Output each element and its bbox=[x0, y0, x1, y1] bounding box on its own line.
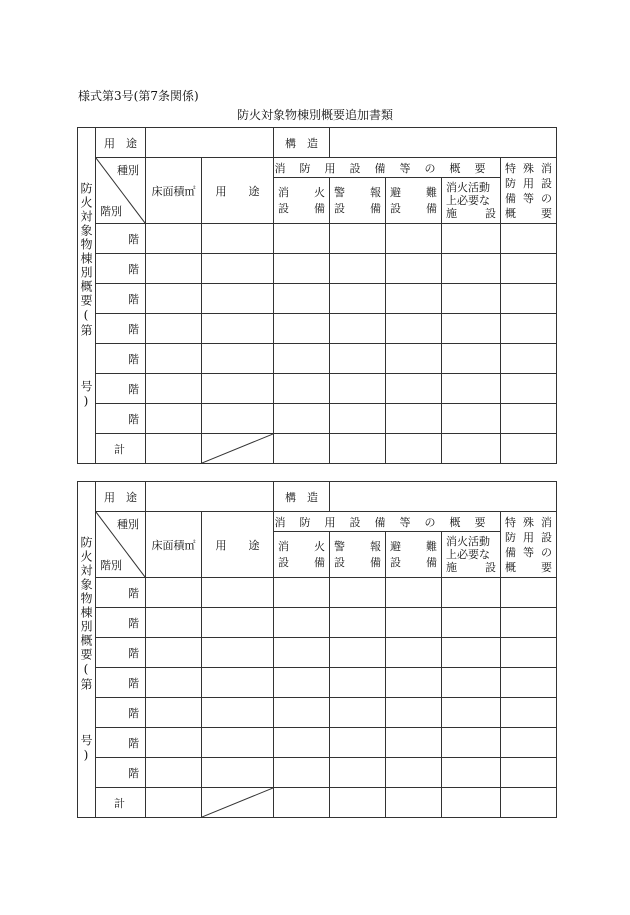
total-cell[interactable] bbox=[501, 434, 557, 464]
entry-cell[interactable] bbox=[274, 404, 330, 434]
equipment-header: 消防用設備等の概要 bbox=[274, 158, 501, 178]
entry-cell[interactable] bbox=[442, 698, 501, 728]
entry-cell[interactable] bbox=[501, 698, 557, 728]
entry-cell[interactable] bbox=[202, 374, 274, 404]
entry-cell[interactable] bbox=[274, 728, 330, 758]
entry-cell[interactable] bbox=[386, 224, 442, 254]
type-floor-diagonal-cell bbox=[96, 158, 146, 224]
entry-cell[interactable] bbox=[501, 224, 557, 254]
floor-label: 階 bbox=[96, 404, 146, 434]
entry-cell[interactable] bbox=[330, 344, 386, 374]
entry-cell[interactable] bbox=[386, 284, 442, 314]
entry-cell[interactable] bbox=[274, 314, 330, 344]
usage-value-cell[interactable] bbox=[146, 482, 274, 512]
entry-cell[interactable] bbox=[442, 284, 501, 314]
entry-cell[interactable] bbox=[330, 728, 386, 758]
entry-cell[interactable] bbox=[386, 698, 442, 728]
special-equipment-text: 特 殊 消 防 用 設 備 等 の 概 要 bbox=[505, 515, 552, 574]
entry-cell[interactable] bbox=[501, 728, 557, 758]
total-use-slashed-cell bbox=[202, 788, 274, 818]
side-label-text: 防火対象物棟別概要(第 号) bbox=[79, 535, 93, 764]
entry-cell[interactable] bbox=[330, 254, 386, 284]
entry-cell[interactable] bbox=[274, 254, 330, 284]
entry-cell[interactable] bbox=[146, 638, 202, 668]
entry-cell[interactable] bbox=[202, 254, 274, 284]
floor-label: 階 bbox=[96, 638, 146, 668]
floor-label: 階 bbox=[96, 344, 146, 374]
floor-label: 階 bbox=[96, 314, 146, 344]
entry-cell[interactable] bbox=[442, 374, 501, 404]
total-cell[interactable] bbox=[386, 434, 442, 464]
entry-cell[interactable] bbox=[274, 758, 330, 788]
total-cell[interactable] bbox=[501, 788, 557, 818]
entry-cell[interactable] bbox=[202, 758, 274, 788]
entry-cell[interactable] bbox=[442, 728, 501, 758]
entry-cell[interactable] bbox=[501, 374, 557, 404]
use-column-label: 用 途 bbox=[202, 158, 274, 224]
structure-label: 構 造 bbox=[274, 482, 330, 512]
floor-label: 階 bbox=[96, 578, 146, 608]
usage-label: 用 途 bbox=[96, 482, 146, 512]
entry-cell[interactable] bbox=[386, 578, 442, 608]
type-label: 種別 bbox=[117, 164, 139, 177]
slash-line bbox=[202, 788, 273, 817]
floor-label: 階 bbox=[96, 758, 146, 788]
entry-cell[interactable] bbox=[330, 404, 386, 434]
floor-label: 階 bbox=[96, 668, 146, 698]
entry-cell[interactable] bbox=[274, 224, 330, 254]
floor-area-label: 床面積㎡ bbox=[146, 158, 202, 224]
page-title: 防火対象物棟別概要追加書類 bbox=[237, 108, 394, 122]
entry-cell[interactable] bbox=[330, 314, 386, 344]
entry-cell[interactable] bbox=[386, 638, 442, 668]
entry-cell[interactable] bbox=[442, 758, 501, 788]
entry-cell[interactable] bbox=[274, 638, 330, 668]
total-label: 計 bbox=[96, 434, 146, 464]
entry-cell[interactable] bbox=[386, 314, 442, 344]
slash-line bbox=[202, 434, 273, 463]
entry-cell[interactable] bbox=[330, 758, 386, 788]
entry-cell[interactable] bbox=[146, 374, 202, 404]
entry-cell[interactable] bbox=[442, 608, 501, 638]
total-cell[interactable] bbox=[442, 434, 501, 464]
entry-cell[interactable] bbox=[386, 344, 442, 374]
entry-cell[interactable] bbox=[442, 224, 501, 254]
type-floor-diagonal-cell bbox=[96, 512, 146, 578]
floor-label: 階 bbox=[96, 608, 146, 638]
entry-cell[interactable] bbox=[501, 608, 557, 638]
entry-cell[interactable] bbox=[386, 374, 442, 404]
entry-cell[interactable] bbox=[146, 314, 202, 344]
use-column-label: 用 途 bbox=[202, 512, 274, 578]
floor-level-label: 階別 bbox=[100, 205, 122, 218]
entry-cell[interactable] bbox=[386, 608, 442, 638]
side-label bbox=[78, 482, 96, 818]
entry-cell[interactable] bbox=[274, 698, 330, 728]
alarm-equipment-label: 警 報 設 備 bbox=[330, 532, 386, 578]
entry-cell[interactable] bbox=[330, 608, 386, 638]
entry-cell[interactable] bbox=[274, 608, 330, 638]
entry-cell[interactable] bbox=[501, 578, 557, 608]
floor-label: 階 bbox=[96, 728, 146, 758]
entry-cell[interactable] bbox=[202, 728, 274, 758]
floor-label: 階 bbox=[96, 254, 146, 284]
entry-cell[interactable] bbox=[202, 638, 274, 668]
total-cell[interactable] bbox=[442, 788, 501, 818]
entry-cell[interactable] bbox=[330, 638, 386, 668]
form-number: 様式第3号(第7条関係) bbox=[78, 89, 199, 103]
entry-cell[interactable] bbox=[330, 284, 386, 314]
entry-cell[interactable] bbox=[146, 284, 202, 314]
entry-cell[interactable] bbox=[202, 578, 274, 608]
total-use-slashed-cell bbox=[202, 434, 274, 464]
entry-cell[interactable] bbox=[501, 758, 557, 788]
entry-cell[interactable] bbox=[501, 638, 557, 668]
entry-cell[interactable] bbox=[442, 254, 501, 284]
entry-cell[interactable] bbox=[501, 344, 557, 374]
entry-cell[interactable] bbox=[330, 578, 386, 608]
entry-cell[interactable] bbox=[202, 608, 274, 638]
entry-cell[interactable] bbox=[202, 344, 274, 374]
total-cell[interactable] bbox=[330, 434, 386, 464]
floor-level-label: 階別 bbox=[100, 559, 122, 572]
entry-cell[interactable] bbox=[501, 314, 557, 344]
entry-cell[interactable] bbox=[274, 374, 330, 404]
entry-cell[interactable] bbox=[442, 668, 501, 698]
entry-cell[interactable] bbox=[501, 404, 557, 434]
total-cell[interactable] bbox=[386, 788, 442, 818]
entry-cell[interactable] bbox=[274, 578, 330, 608]
entry-cell[interactable] bbox=[386, 728, 442, 758]
usage-label: 用 途 bbox=[96, 128, 146, 158]
entry-cell[interactable] bbox=[146, 608, 202, 638]
entry-cell[interactable] bbox=[501, 284, 557, 314]
entry-cell[interactable] bbox=[146, 344, 202, 374]
alarm-equipment-label: 警 報 設 備 bbox=[330, 178, 386, 224]
total-floor-area-cell[interactable] bbox=[146, 788, 202, 818]
entry-cell[interactable] bbox=[330, 668, 386, 698]
entry-cell[interactable] bbox=[202, 698, 274, 728]
entry-cell[interactable] bbox=[386, 758, 442, 788]
entry-cell[interactable] bbox=[274, 668, 330, 698]
equipment-header: 消防用設備等の概要 bbox=[274, 512, 501, 532]
side-label bbox=[78, 128, 96, 464]
side-label-text: 防火対象物棟別概要(第 号) bbox=[79, 181, 93, 410]
entry-cell[interactable] bbox=[386, 404, 442, 434]
entry-cell[interactable] bbox=[202, 224, 274, 254]
entry-cell[interactable] bbox=[146, 668, 202, 698]
floor-label: 階 bbox=[96, 284, 146, 314]
special-equipment-label bbox=[501, 158, 557, 224]
summary-table bbox=[77, 127, 557, 464]
entry-cell[interactable] bbox=[146, 758, 202, 788]
total-label: 計 bbox=[96, 788, 146, 818]
total-floor-area-cell[interactable] bbox=[146, 434, 202, 464]
type-label: 種別 bbox=[117, 518, 139, 531]
evacuation-equipment-label: 避 難 設 備 bbox=[386, 532, 442, 578]
special-equipment-label bbox=[501, 512, 557, 578]
entry-cell[interactable] bbox=[501, 254, 557, 284]
structure-label: 構 造 bbox=[274, 128, 330, 158]
entry-cell[interactable] bbox=[274, 344, 330, 374]
entry-cell[interactable] bbox=[146, 698, 202, 728]
entry-cell[interactable] bbox=[330, 374, 386, 404]
entry-cell[interactable] bbox=[146, 224, 202, 254]
firefighting-facility-label: 消火活動 上必要な 施 設 bbox=[442, 532, 501, 578]
entry-cell[interactable] bbox=[202, 668, 274, 698]
floor-label: 階 bbox=[96, 224, 146, 254]
entry-cell[interactable] bbox=[386, 668, 442, 698]
evacuation-equipment-label: 避 難 設 備 bbox=[386, 178, 442, 224]
entry-cell[interactable] bbox=[386, 254, 442, 284]
floor-label: 階 bbox=[96, 374, 146, 404]
entry-cell[interactable] bbox=[202, 284, 274, 314]
firefighting-facility-label: 消火活動 上必要な 施 設 bbox=[442, 178, 501, 224]
entry-cell[interactable] bbox=[442, 578, 501, 608]
extinguishing-equipment-label: 消 火 設 備 bbox=[274, 532, 330, 578]
summary-table bbox=[77, 481, 557, 818]
entry-cell[interactable] bbox=[274, 284, 330, 314]
structure-value-cell[interactable] bbox=[330, 128, 557, 158]
entry-cell[interactable] bbox=[146, 404, 202, 434]
entry-cell[interactable] bbox=[146, 578, 202, 608]
total-cell[interactable] bbox=[274, 434, 330, 464]
entry-cell[interactable] bbox=[442, 638, 501, 668]
entry-cell[interactable] bbox=[202, 314, 274, 344]
total-cell[interactable] bbox=[330, 788, 386, 818]
entry-cell[interactable] bbox=[442, 314, 501, 344]
extinguishing-equipment-label: 消 火 設 備 bbox=[274, 178, 330, 224]
floor-label: 階 bbox=[96, 698, 146, 728]
entry-cell[interactable] bbox=[202, 404, 274, 434]
total-cell[interactable] bbox=[274, 788, 330, 818]
structure-value-cell[interactable] bbox=[330, 482, 557, 512]
entry-cell[interactable] bbox=[501, 668, 557, 698]
entry-cell[interactable] bbox=[442, 404, 501, 434]
floor-area-label: 床面積㎡ bbox=[146, 512, 202, 578]
entry-cell[interactable] bbox=[442, 344, 501, 374]
entry-cell[interactable] bbox=[330, 698, 386, 728]
entry-cell[interactable] bbox=[146, 254, 202, 284]
special-equipment-text: 特 殊 消 防 用 設 備 等 の 概 要 bbox=[505, 161, 552, 220]
entry-cell[interactable] bbox=[146, 728, 202, 758]
entry-cell[interactable] bbox=[330, 224, 386, 254]
usage-value-cell[interactable] bbox=[146, 128, 274, 158]
